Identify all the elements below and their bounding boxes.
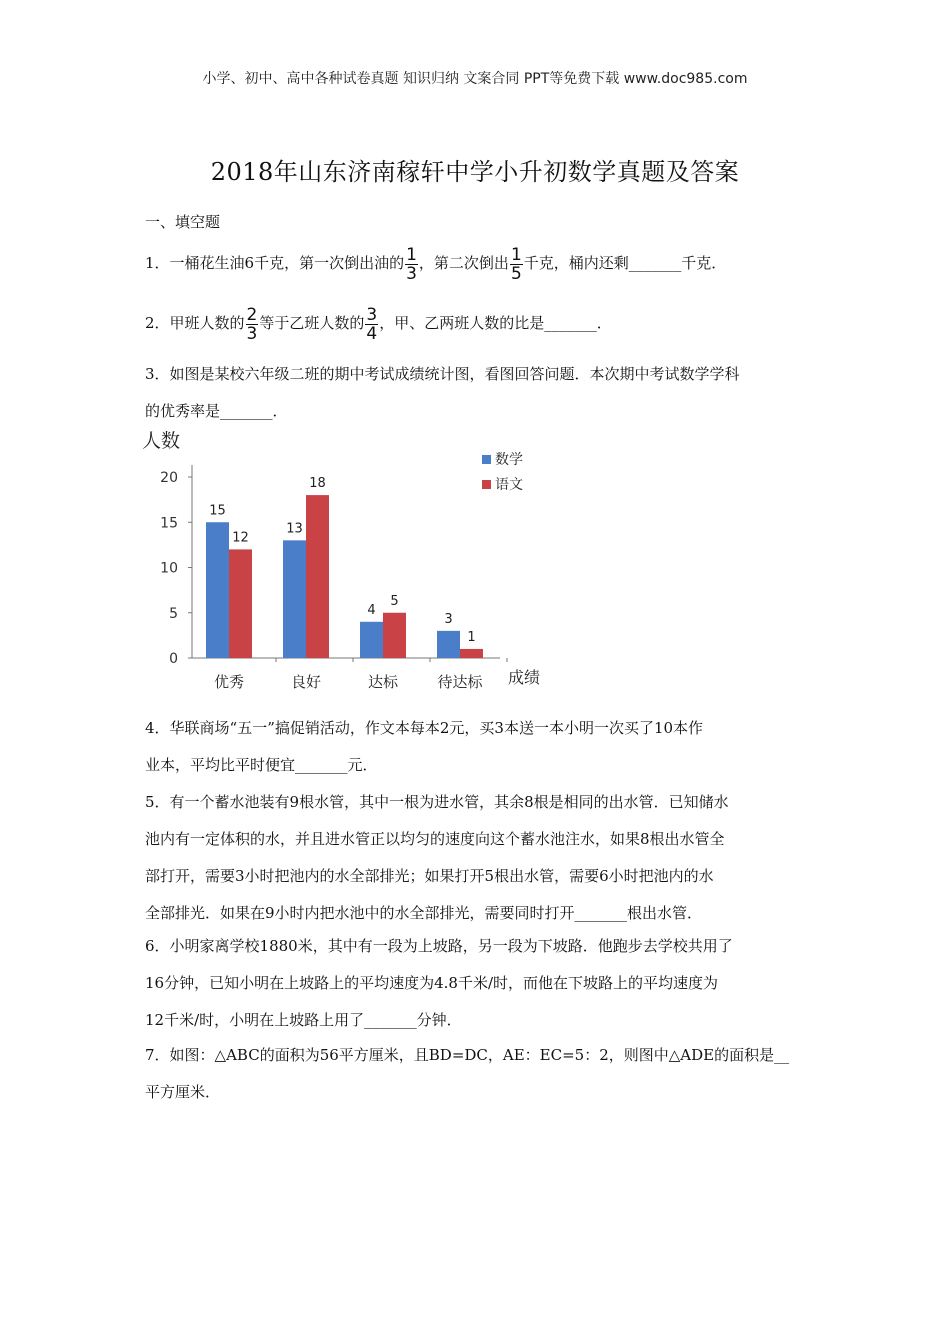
bar-语文-优秀 — [229, 549, 252, 658]
q5-line-3: 部打开，需要3小时把池内的水全部排光；如果打开5根出水管，需要6小时把池内的水 — [145, 867, 714, 885]
legend-swatch — [482, 455, 491, 464]
chart-x-axis-label: 成绩 — [508, 668, 541, 687]
q2-frac1-denominator: 3 — [246, 323, 258, 344]
q1-frac2-numerator: 1 — [510, 244, 522, 265]
question-3 — [145, 356, 810, 430]
q2-fraction-1 — [246, 306, 259, 343]
q7-line-1: 7．如图：△ABC的面积为56平方厘米，且BD=DC，AE：EC=5：2，则图中△ADE的面积是__ — [145, 1046, 790, 1064]
q1-text-c: 千克，桶内还剩 — [523, 254, 629, 272]
q5-line-2: 池内有一定体积的水，并且进水管正以均匀的速度向这个蓄水池注水，如果8根出水管全 — [145, 830, 725, 848]
bar-data-label: 3 — [444, 611, 453, 627]
chart-legend — [482, 451, 523, 493]
y-tick-label: 15 — [160, 515, 178, 532]
chart-bars — [206, 476, 483, 658]
q3-line-1: 3．如图是某校六年级二班的期中考试成绩统计图，看图回答问题．本次期中考试数学学科 — [145, 365, 740, 383]
q1-frac2-denominator: 5 — [510, 263, 522, 284]
y-tick-label: 5 — [169, 605, 178, 622]
q2-fraction-2 — [365, 306, 378, 343]
q3-line-2: 的优秀率是_______． — [145, 402, 288, 420]
x-tick-label: 待达标 — [437, 673, 483, 691]
q6-line-2: 16分钟，已知小明在上坡路上的平均速度为4.8千米/时，而他在下坡路上的平均速度为 — [145, 974, 718, 992]
legend-label: 语文 — [495, 477, 523, 493]
legend-label: 数学 — [495, 452, 523, 468]
question-1 — [145, 245, 810, 283]
q2-text-c: ，甲、乙两班人数的比是 — [379, 314, 545, 332]
bar-data-label: 1 — [467, 629, 476, 645]
bar-data-label: 12 — [232, 530, 249, 546]
q5-line-1: 5．有一个蓄水池装有9根水管，其中一根为进水管，其余8根是相同的出水管．已知储水 — [145, 793, 729, 811]
q4-line-1: 4．华联商场“五一”搞促销活动，作文本每本2元，买3本送一本小明一次买了10本作 — [145, 719, 704, 737]
question-2 — [145, 305, 810, 343]
x-tick-label: 良好 — [290, 673, 322, 691]
q2-answer-blank: _______ — [544, 314, 597, 332]
bar-数学-达标 — [360, 622, 383, 658]
q1-frac1-denominator: 3 — [406, 263, 417, 284]
bar-语文-待达标 — [460, 649, 483, 658]
q1-answer-blank: _______ — [628, 254, 682, 272]
y-tick-label: 0 — [169, 651, 178, 667]
x-tick-label: 达标 — [367, 673, 399, 691]
question-5 — [145, 784, 810, 932]
bar-data-label: 13 — [286, 521, 303, 537]
q2-text-d: ． — [596, 314, 612, 332]
q2-frac2-numerator: 3 — [366, 304, 378, 325]
chart-y-axis-label: 人数 — [142, 430, 181, 452]
q6-line-1: 6．小明家离学校1880米，其中有一段为上坡路，另一段为下坡路．他跑步去学校共用了 — [145, 937, 733, 955]
q1-text-b: ，第二次倒出 — [418, 254, 509, 272]
q2-frac2-denominator: 4 — [366, 323, 378, 344]
q2-frac1-numerator: 2 — [246, 304, 258, 325]
chart-y-ticks — [160, 470, 192, 667]
score-bar-chart — [140, 425, 560, 700]
question-6 — [145, 928, 810, 1039]
question-7 — [145, 1037, 810, 1111]
bar-数学-优秀 — [206, 522, 229, 658]
y-tick-label: 10 — [160, 560, 178, 577]
legend-swatch — [482, 480, 491, 489]
q4-line-2: 业本，平均比平时便宜_______元． — [145, 756, 378, 774]
question-4 — [145, 710, 810, 784]
page-title: 2018年山东济南稼轩中学小升初数学真题及答案 — [210, 158, 740, 186]
x-tick-label: 优秀 — [213, 673, 245, 691]
q1-fraction-1 — [405, 246, 418, 283]
bar-data-label: 5 — [390, 593, 399, 609]
q1-text-a: 1．一桶花生油6千克，第一次倒出油的 — [145, 254, 405, 272]
q2-text-a: 2．甲班人数的 — [145, 314, 245, 332]
q1-text-d: 千克． — [681, 254, 727, 272]
page-header: 小学、初中、高中各种试卷真题 知识归纳 文案合同 PPT等免费下载 www.doc985.com — [202, 71, 748, 87]
q6-line-3: 12千米/时，小明在上坡路上用了_______分钟． — [145, 1011, 462, 1029]
q1-frac1-numerator: 1 — [406, 244, 417, 265]
bar-data-label: 4 — [367, 602, 376, 618]
bar-数学-良好 — [283, 540, 306, 658]
bar-data-label: 18 — [309, 476, 326, 492]
q7-line-2: 平方厘米． — [145, 1083, 221, 1101]
section-heading: 一、填空题 — [145, 213, 221, 231]
q1-fraction-2 — [510, 246, 523, 283]
bar-语文-良好 — [306, 495, 329, 658]
q2-text-b: 等于乙班人数的 — [259, 314, 365, 332]
y-tick-label: 20 — [160, 470, 178, 486]
bar-语文-达标 — [383, 613, 406, 658]
bar-data-label: 15 — [209, 503, 226, 519]
q5-line-4: 全部排光．如果在9小时内把水池中的水全部排光，需要同时打开_______根出水管． — [145, 904, 703, 922]
bar-数学-待达标 — [437, 631, 460, 658]
chart-x-ticks — [214, 658, 507, 691]
